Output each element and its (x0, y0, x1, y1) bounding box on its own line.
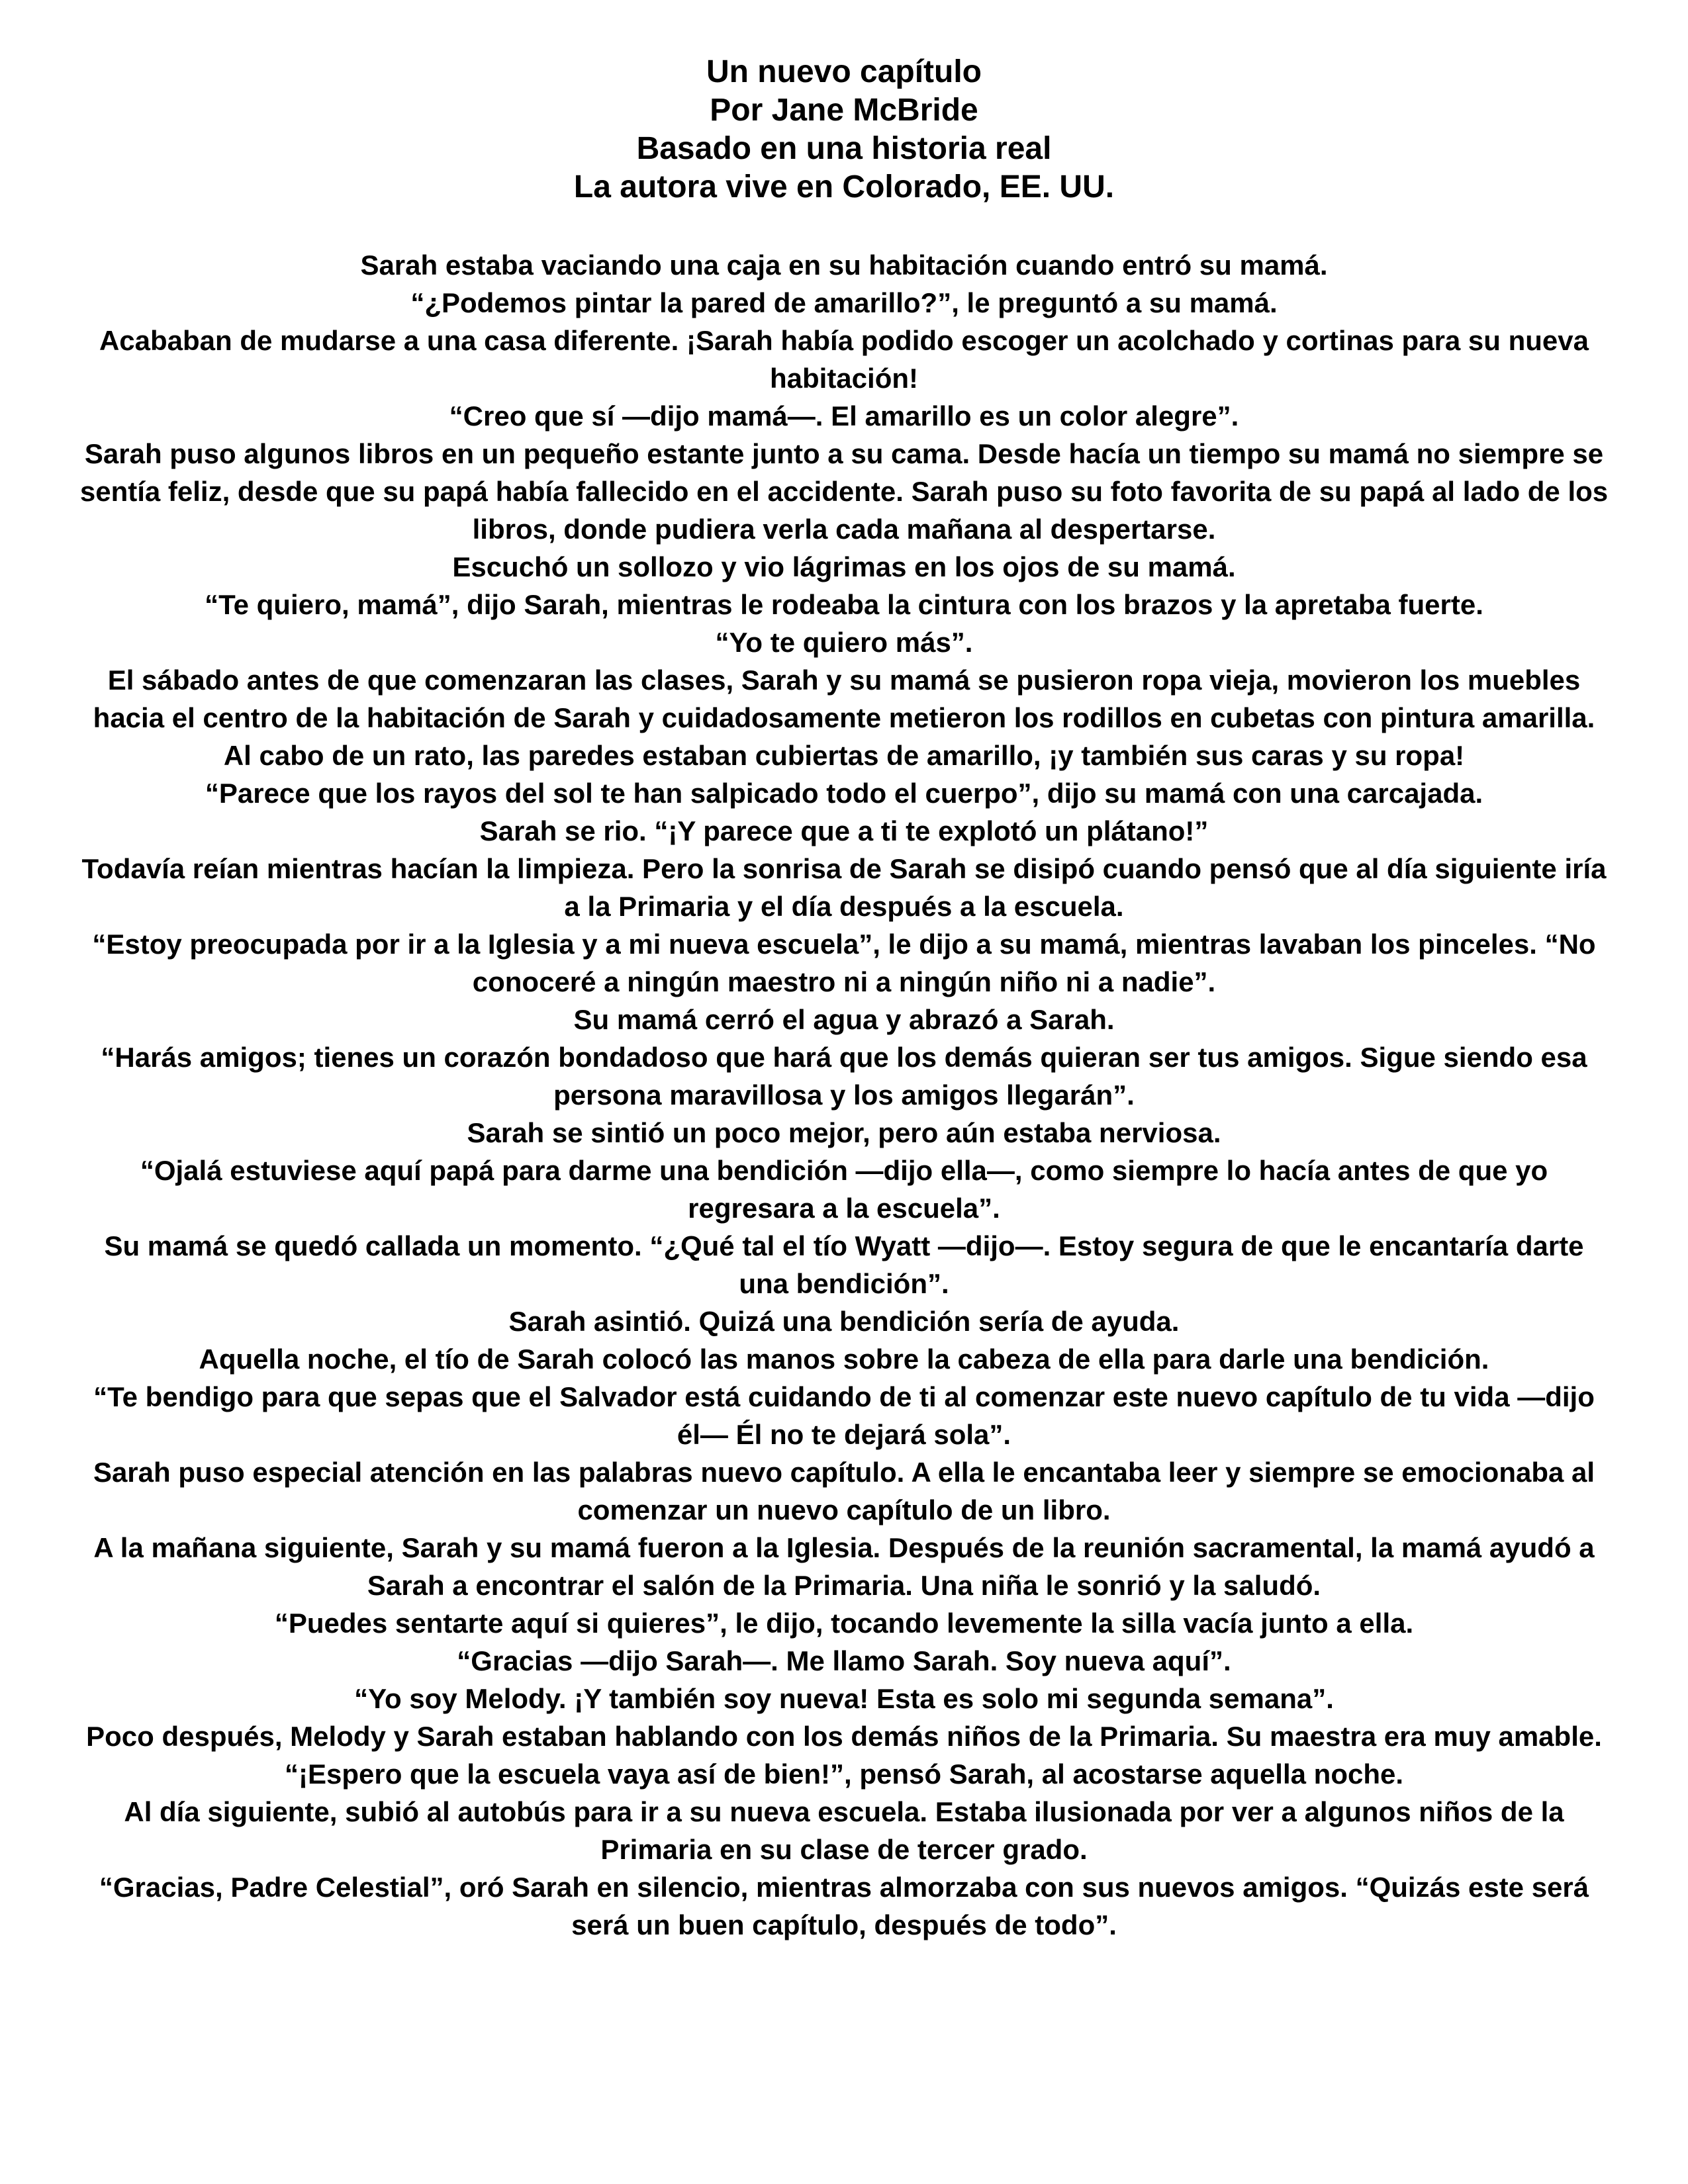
story-paragraph: “Puedes sentarte aquí si quieres”, le dijo, tocando levemente la silla vacía junto a ella. (274, 1608, 1414, 1639)
story-paragraph: Su mamá se quedó callada un momento. “¿Qué tal el tío Wyatt —dijo—. Estoy segura de que le encantaría darte una bendición”. (104, 1230, 1584, 1299)
story-paragraph: Al día siguiente, subió al autobús para ir a su nueva escuela. Estaba ilusionada por ver a algunos niños de la Primaria en su clase de tercer grado. (124, 1796, 1564, 1865)
story-paragraph: “Yo te quiero más”. (715, 627, 973, 658)
story-paragraph: Sarah asintió. Quizá una bendición sería de ayuda. (508, 1306, 1180, 1337)
story-paragraph: Sarah estaba vaciando una caja en su habitación cuando entró su mamá. (360, 250, 1328, 281)
story-paragraph: Todavía reían mientras hacían la limpieza. Pero la sonrisa de Sarah se disipó cuando pensó que al día siguiente iría a la Primaria y el día después a la escuela. (81, 853, 1607, 922)
story-paragraph: A la mañana siguiente, Sarah y su mamá fueron a la Iglesia. Después de la reunión sacramental, la mamá ayudó a Sarah a encontrar el salón de la Primaria. Una niña le sonrió y la saludó. (93, 1532, 1595, 1601)
story-paragraph: “¡Espero que la escuela vaya así de bien!”, pensó Sarah, al acostarse aquella noche. (284, 1758, 1404, 1790)
story-paragraph: “Gracias, Padre Celestial”, oró Sarah en silencio, mientras almorzaba con sus nuevos amigos. “Quizás este será será un buen capítulo, después de todo”. (99, 1872, 1589, 1940)
story-paragraph: “¿Podemos pintar la pared de amarillo?”, le preguntó a su mamá. (410, 287, 1278, 318)
story-paragraph: “Parece que los rayos del sol te han salpicado todo el cuerpo”, dijo su mamá con una carcajada. (205, 778, 1483, 809)
story-body (79, 246, 1609, 1944)
story-paragraph: Sarah se rio. “¡Y parece que a ti te explotó un plátano!” (479, 815, 1209, 846)
story-paragraph: “Te quiero, mamá”, dijo Sarah, mientras le rodeaba la cintura con los brazos y la apretaba fuerte. (205, 589, 1483, 620)
story-title: Un nuevo capítulo (706, 54, 982, 89)
author-line: Por Jane McBride (710, 93, 978, 128)
story-paragraph: El sábado antes de que comenzaran las clases, Sarah y su mamá se pusieron ropa vieja, movieron los muebles hacia el centro de la habitación de Sarah y cuidadosamente metieron los rodillos en cubetas con pintura amarilla. Al cabo de un rato, las paredes estaban cubiertas de amarillo, ¡y también sus caras y su ropa! (93, 664, 1595, 771)
story-paragraph: Poco después, Melody y Sarah estaban hablando con los demás niños de la Primaria. Su maestra era muy amable. (86, 1721, 1602, 1752)
story-paragraph: “Harás amigos; tienes un corazón bondadoso que hará que los demás quieran ser tus amigos. Sigue siendo esa persona maravillosa y los amigos llegarán”. (101, 1042, 1587, 1111)
story-paragraph: “Gracias —dijo Sarah—. Me llamo Sarah. Soy nueva aquí”. (457, 1645, 1231, 1676)
story-paragraph: Acababan de mudarse a una casa diferente. ¡Sarah había podido escoger un acolchado y cortinas para su nueva habitación! (99, 325, 1589, 394)
story-paragraph: Aquella noche, el tío de Sarah colocó las manos sobre la cabeza de ella para darle una bendición. (199, 1343, 1489, 1375)
story-paragraph: “Yo soy Melody. ¡Y también soy nueva! Esta es solo mi segunda semana”. (354, 1683, 1334, 1714)
story-paragraph: Sarah se sintió un poco mejor, pero aún estaba nerviosa. (467, 1117, 1221, 1148)
story-paragraph: “Ojalá estuviese aquí papá para darme una bendición —dijo ella—, como siempre lo hacía antes de que yo regresara a la escuela”. (140, 1155, 1548, 1224)
story-paragraph: Escuchó un sollozo y vio lágrimas en los ojos de su mamá. (452, 551, 1236, 582)
author-location: La autora vive en Colorado, EE. UU. (573, 169, 1115, 205)
document-header (79, 53, 1609, 206)
source-note: Basado en una historia real (636, 131, 1052, 166)
story-paragraph: “Te bendigo para que sepas que el Salvador está cuidando de ti al comenzar este nuevo capítulo de tu vida —dijo él— Él no te dejará sola”. (93, 1381, 1595, 1450)
document-page (79, 53, 1609, 1944)
story-paragraph: Sarah puso algunos libros en un pequeño estante junto a su cama. Desde hacía un tiempo su mamá no siempre se sentía feliz, desde que su papá había fallecido en el accidente. Sarah puso su foto favorita de su papá al lado de los libros, donde pudiera verla cada mañana al despertarse. (79, 438, 1609, 545)
story-paragraph: Sarah puso especial atención en las palabras nuevo capítulo. A ella le encantaba leer y siempre se emocionaba al comenzar un nuevo capítulo de un libro. (93, 1457, 1595, 1525)
story-paragraph: Su mamá cerró el agua y abrazó a Sarah. (573, 1004, 1115, 1035)
story-paragraph: “Creo que sí —dijo mamá—. El amarillo es un color alegre”. (449, 400, 1239, 432)
story-paragraph: “Estoy preocupada por ir a la Iglesia y a mi nueva escuela”, le dijo a su mamá, mientras lavaban los pinceles. “No conoceré a ningún maestro ni a ningún niño ni a nadie”. (92, 929, 1596, 997)
